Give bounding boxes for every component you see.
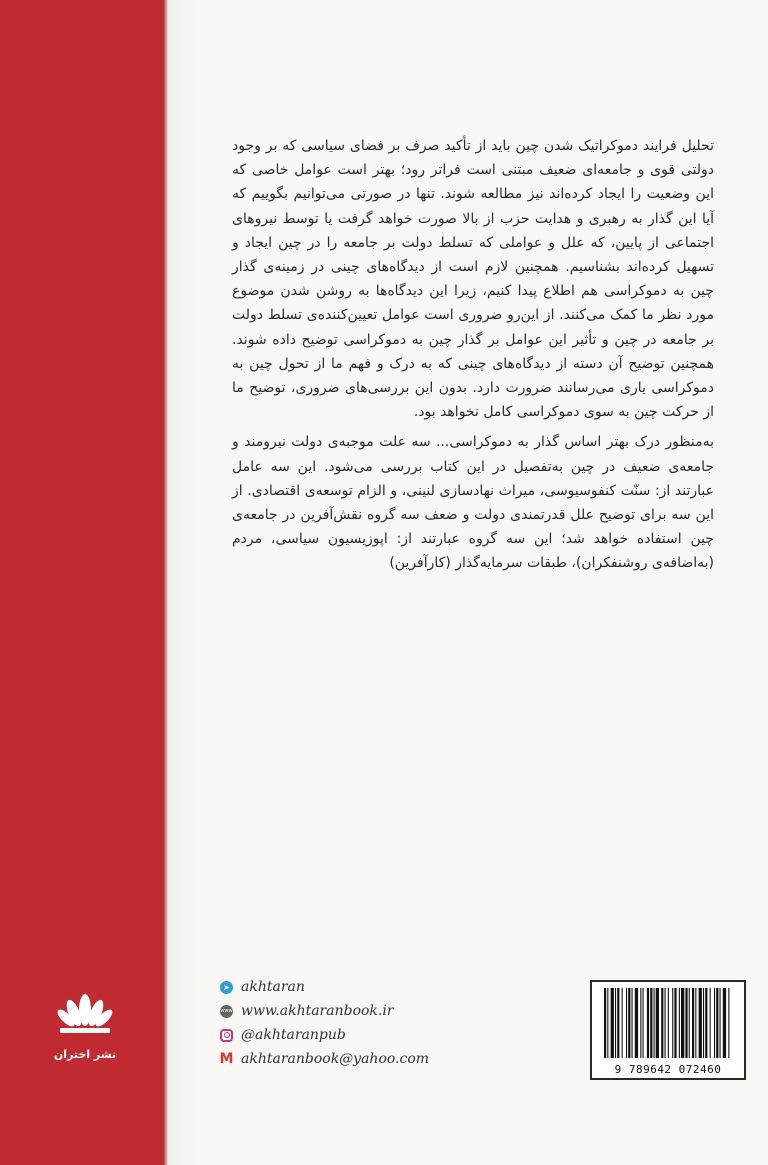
barcode-bar [626, 988, 627, 1058]
barcode-bar [654, 988, 655, 1058]
paragraph-1: تحلیل فرایند دموکراتیک شدن چین باید از تأکید صرف بر فضای سیاسی که بر وجود دولتی قوی و جامعه‌ای ضعیف مبتنی است فراتر رود؛ بهتر است عوامل خاصی که این وضعیت را ایجاد کرده‌اند نیز مطالعه شوند. تنها در صورتی می‌توانیم بگوییم که آیا این گذار به رهبری و هدایت حزب از بالا صورت خواهد گرفت یا توسط نیروهای اجتماعی از پایین، که علل و عواملی که تسلط دولت بر جامعه را در چین ایجاد و تسهیل کرده‌اند بشناسیم. همچنین لازم است از دیدگاه‌های چینی در زمینه‌ی گذار چین به دموکراسی هم اطلاع پیدا کنیم، زیرا این دیدگاه‌ها به روشن شدن موضوع مورد نظر ما کمک می‌کنند. از این‌رو ضروری است عوامل تعیین‌کننده‌ی تسلط دولت بر جامعه در چین و تأثیر این عوامل بر گذار چین به دموکراسی توضیح داده شوند. همچنین توضیح آن دسته از دیدگاه‌های چینی که به درک و فهم ما از تحول چین به دموکراسی یاری می‌رسانند ضرورت دارد. بدون این بررسی‌های ضروری، توضیح ما از حرکت چین به سوی دموکراسی کامل نخواهد بود. [232, 138, 714, 421]
barcode-bar [635, 988, 638, 1058]
contact-mail[interactable] [220, 1047, 520, 1071]
barcode-bar [656, 988, 659, 1058]
barcode-bar [728, 988, 729, 1058]
barcode-bar [679, 988, 680, 1058]
contact-list [220, 975, 520, 1071]
contact-mail-text: akhtaranbook@yahoo.com [241, 1051, 430, 1067]
barcode-bar [695, 988, 696, 1058]
publisher-name: نشر اختران [53, 1048, 117, 1061]
barcode-bar [710, 988, 711, 1058]
barcode-bar [681, 988, 684, 1058]
barcode-bar [611, 988, 614, 1058]
back-cover-text [232, 134, 714, 576]
contact-web[interactable] [220, 999, 520, 1023]
mail-icon: M [219, 1051, 234, 1067]
barcode-bar [615, 988, 616, 1058]
barcode-bar [632, 988, 633, 1058]
paragraph-2: به‌منظور درک بهتر اساس گذار به دموکراسی... سه علت موجبه‌ی دولت نیرومند و جامعه‌ی ضعیف در چین به‌تفصیل در این کتاب بررسی می‌شود. این سه عامل عبارتند از: سنّت کنفوسیوسی، میراث نهادسازی لنینی، و الزام توسعه‌ی اقتصادی. از این سه برای توضیح علل قدرتمندی دولت و ضعف سه گروه نقش‌آفرین در جامعه‌ی چین استفاده خواهد شد؛ این سه گروه عبارتند از: اپوزیسیون سیاسی، مردم (به‌اضافه‌ی روشنفکران)، طبقات سرمایه‌گذار (کارآفرین) [232, 434, 714, 572]
shell-logo-icon [56, 988, 114, 1038]
barcode-bar [674, 988, 676, 1058]
barcode-bar [714, 988, 715, 1058]
barcode-bar [640, 988, 641, 1058]
barcode-bar [723, 988, 726, 1058]
barcode-bar [665, 988, 666, 1058]
telegram-icon: ➤ [220, 981, 233, 994]
barcode-bar [643, 988, 644, 1058]
barcode-number: 9 789642 072460 [614, 1063, 722, 1076]
contact-telegram-text: akhtaran [241, 979, 305, 995]
instagram-icon [220, 1029, 233, 1042]
contact-telegram[interactable] [220, 975, 520, 999]
isbn-barcode [590, 980, 746, 1080]
barcode-bar [716, 988, 718, 1058]
web-icon: www [220, 1005, 233, 1018]
barcode-bar [720, 988, 721, 1058]
barcode-bars [602, 988, 732, 1058]
barcode-bar [672, 988, 673, 1058]
barcode-bar [650, 988, 652, 1058]
barcode-bar [661, 988, 663, 1058]
barcode-bar [628, 988, 630, 1058]
barcode-bar [689, 988, 690, 1058]
contact-web-text: www.akhtaranbook.ir [241, 1003, 394, 1019]
barcode-bar [692, 988, 694, 1058]
barcode-bar [607, 988, 608, 1058]
barcode-bar [703, 988, 704, 1058]
contact-instagram-text: @akhtaranpub [241, 1027, 346, 1043]
barcode-bar [668, 988, 669, 1058]
barcode-bar [604, 988, 606, 1058]
barcode-bar [622, 988, 623, 1058]
barcode-bar [699, 988, 702, 1058]
barcode-bar [685, 988, 687, 1058]
barcode-bar [617, 988, 619, 1058]
barcode-bar [647, 988, 649, 1058]
barcode-bar [705, 988, 707, 1058]
contact-instagram[interactable] [220, 1023, 520, 1047]
